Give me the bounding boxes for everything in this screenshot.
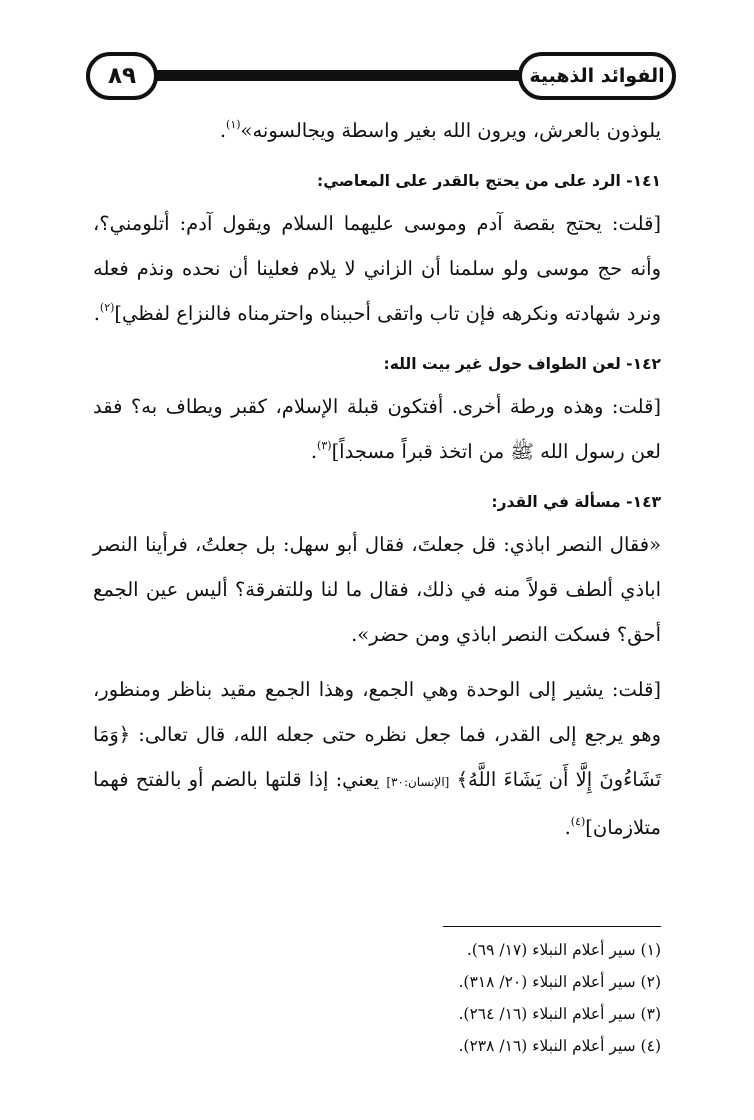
section-141-text: [قلت: يحتج بقصة آدم وموسى عليهما السلام ويقول آدم: أتلومني؟، وأنه حج موسى ولو سلمنا أن الزاني لا يلام فعلينا أن نحده ونذم فعله ونرد شهادته ونكرهه فإن تاب واتقى أحببناه واحترمناه فالنزاع لفظي] bbox=[93, 212, 661, 325]
quran-verse: ﴿وَمَا تَشَاءُونَ إِلَّا أَن يَشَاءَ اللَّهُ﴾ bbox=[93, 723, 662, 791]
intro-text: يلوذون بالعرش، ويرون الله بغير واسطة ويجالسونه» bbox=[240, 119, 661, 142]
footnote-ref-2: (٢) bbox=[99, 301, 115, 314]
section-heading-141: ١٤١- الرد على من يحتج بالقدر على المعاصي: bbox=[317, 172, 661, 190]
footnote-separator bbox=[443, 926, 661, 927]
page-body bbox=[93, 108, 661, 850]
section-heading-143: ١٤٣- مسألة في القدر: bbox=[491, 493, 661, 511]
page-header bbox=[86, 52, 676, 100]
intro-end: . bbox=[219, 119, 227, 142]
footnote-1: (١) سير أعلام النبلاء (١٧/ ٦٩). bbox=[466, 941, 661, 959]
page-number: ٨٩ bbox=[107, 63, 137, 89]
header-rule bbox=[116, 70, 556, 81]
section-142-end: . bbox=[310, 440, 318, 463]
section-141-paragraph bbox=[93, 201, 661, 336]
section-142-text: [قلت: وهذه ورطة أخرى. أفتكون قبلة الإسلام، كقبر ويطاف به؟ فقد لعن رسول الله ﷺ من اتخذ قبراً مسجداً] bbox=[93, 395, 661, 463]
comment-text-a: [قلت: يشير إلى الوحدة وهي الجمع، وهذا الجمع مقيد بناظر ومنظور، وهو يرجع إلى القدر، فما جعل نظره حتى جعله الله، قال تعالى: bbox=[93, 678, 661, 746]
section-142-paragraph bbox=[93, 384, 661, 474]
section-143-quote-paragraph: «فقال النصر اباذي: قل جعلتَ، فقال أبو سهل: بل جعلتُ، فرأينا النصر اباذي ألطف قولاً منه في ذلك، فقال ما لنا وللتفرقة؟ أليس عين الجمع أحق؟ فسكت النصر اباذي ومن حضر». bbox=[93, 533, 661, 646]
page-number-badge bbox=[86, 52, 158, 100]
intro-paragraph bbox=[93, 108, 661, 153]
footnote-ref-3: (٣) bbox=[317, 439, 332, 452]
section-143-comment-paragraph bbox=[93, 667, 661, 850]
book-title: الفوائد الذهبية bbox=[529, 65, 665, 87]
footnote-2: (٢) سير أعلام النبلاء (٢٠/ ٣١٨). bbox=[458, 973, 661, 991]
footnote-3: (٣) سير أعلام النبلاء (١٦/ ٢٦٤). bbox=[458, 1005, 661, 1023]
paragraph-gap bbox=[93, 657, 661, 667]
footnote-ref-1: (١) bbox=[226, 118, 241, 131]
footnote-ref-4: (٤) bbox=[570, 815, 586, 828]
quran-reference: [الإنسان:٣٠] bbox=[386, 775, 450, 789]
section-heading-142: ١٤٢- لعن الطواف حول غير بيت الله: bbox=[383, 355, 661, 373]
book-title-badge bbox=[518, 52, 676, 100]
comment-text-b: يعني: إذا قلتها بالضم أو بالفتح فهما متلازمان] bbox=[93, 768, 661, 839]
footnote-4: (٤) سير أعلام النبلاء (١٦/ ٢٣٨). bbox=[458, 1037, 661, 1055]
section-141-end: . bbox=[93, 302, 100, 325]
comment-end: . bbox=[564, 816, 571, 839]
footnotes bbox=[93, 934, 661, 1062]
